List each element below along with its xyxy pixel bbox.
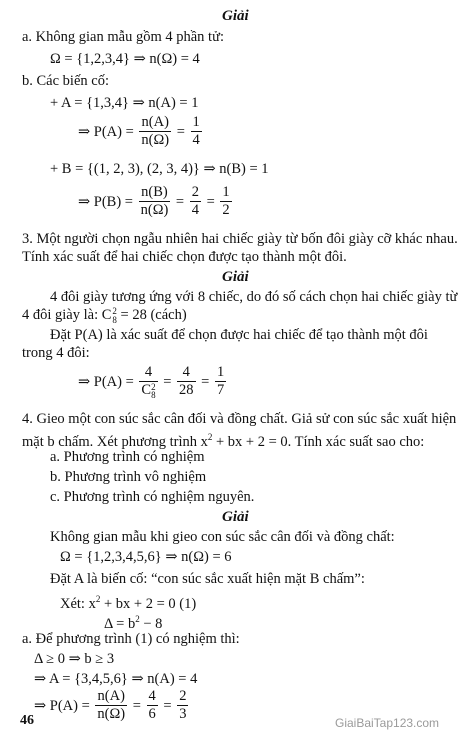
page-number: 46 — [20, 713, 34, 728]
equation-line: Xét: $x^2$ + bx + 2 = 0 (1) — [60, 594, 197, 612]
fraction: $\frac{2}{4}$ — [191, 184, 199, 218]
fraction: $\frac{1}{7}$ — [216, 364, 225, 398]
fraction: $\frac{n(A)}{n(\Omega)}$ — [141, 114, 170, 148]
solution-4-part-a: a. Để phương trình (1) có nghiệm thì: — [22, 631, 240, 647]
fraction: $\frac{n(A)}{n(\Omega)}$ — [97, 688, 126, 722]
prob-prefix: ⇒ P(A) = — [34, 697, 90, 714]
heading-solution-1: Giải — [222, 8, 249, 24]
solution-3-line-4: trong 4 đôi: — [22, 345, 90, 361]
fraction: $\frac{4}{6}$ — [148, 688, 156, 722]
watermark: GiaiBaiTap123.com — [335, 716, 440, 730]
event-a-formula: + A = {1,3,4} ⇒ n(A) = 1 — [50, 95, 199, 111]
problem-4-item-a: a. Phương trình có nghiệm — [50, 449, 205, 465]
sample-space-2-formula: Ω = {1,2,3,4,5,6} ⇒ n(Ω) = 6 — [60, 549, 232, 565]
solution-3-line-3: Đặt P(A) là xác suất để chọn được hai chiếc để tạo thành một đôi — [50, 327, 428, 343]
heading-solution-2: Giải — [222, 269, 249, 285]
condition-line: Δ ≥ 0 ⇒ b ≥ 3 — [34, 651, 115, 667]
problem-4-line-1: 4. Gieo một con súc sắc cân đối và đồng chất. Giả sử con súc sắc xuất hiện — [22, 411, 457, 427]
set-a-line: ⇒ A = {3,4,5,6} ⇒ n(A) = 4 — [34, 671, 198, 687]
problem-4-item-b: b. Phương trình vô nghiệm — [50, 469, 207, 485]
prob-prefix: ⇒ P(A) = — [78, 123, 134, 140]
fraction: 4 C 2 8 — [141, 364, 156, 400]
probability-b-formula: ⇒ P(B) = $\frac{n(B)}{n(\Omega)}$ = $\frac{2}{4}$ = $\frac{1}{2}$ — [78, 184, 230, 218]
solution-4-line-1: Không gian mẫu khi gieo con súc sắc cân đối và đồng chất: — [50, 529, 395, 545]
solution-4-line-2: Đặt A là biến cố: “con súc sắc xuất hiện mặt B chấm”: — [50, 571, 365, 587]
problem-3-line-2: Tính xác suất để hai chiếc chọn được tạo thành một đôi. — [22, 249, 347, 265]
fraction: $\frac{4}{28}$ — [179, 364, 194, 398]
sample-space-formula: Ω = {1,2,3,4} ⇒ n(Ω) = 4 — [50, 51, 200, 67]
probability-a4-formula: ⇒ P(A) = $\frac{n(A)}{n(\Omega)}$ = $\frac{4}{6}$ = $\frac{2}{3}$ — [34, 688, 187, 722]
solution-3-line-1: 4 đôi giày tương ứng với 8 chiếc, do đó số cách chọn hai chiếc giày từ — [50, 289, 458, 305]
discriminant-line: $\Delta = b^2 - 8$ — [104, 614, 163, 632]
fraction: $\frac{n(B)}{n(\Omega)}$ — [140, 184, 169, 218]
probability-a3-formula: ⇒ P(A) = 4 C 2 8 = $\frac{4}{28}$ = $\frac{1}{7}$ — [78, 364, 225, 400]
part-b-text: b. Các biến cố: — [22, 73, 109, 89]
probability-a-formula: ⇒ P(A) = $\frac{n(A)}{n(\Omega)}$ = $\frac{1}{4}$ — [78, 114, 200, 148]
event-b-formula: + B = {(1, 2, 3), (2, 3, 4)} ⇒ n(B) = 1 — [50, 161, 269, 177]
problem-3-line-1: 3. Một người chọn ngẫu nhiên hai chiếc giày từ bốn đôi giày cỡ khác nhau. — [22, 231, 458, 247]
prob-prefix: ⇒ P(B) = — [78, 193, 133, 210]
heading-solution-3: Giải — [222, 509, 249, 525]
problem-4-line-2: mặt b chấm. Xét phương trình $x^2$ + bx + 2 = 0. Tính xác suất sao cho: — [22, 432, 425, 450]
prob-prefix: ⇒ P(A) = — [78, 373, 134, 390]
problem-4-item-c: c. Phương trình có nghiệm nguyên. — [50, 489, 255, 505]
fraction: $\frac{1}{2}$ — [222, 184, 230, 218]
part-a-text: a. Không gian mẫu gồm 4 phần tử: — [22, 29, 224, 45]
fraction: $\frac{2}{3}$ — [179, 688, 187, 722]
fraction: $\frac{1}{4}$ — [192, 114, 200, 148]
solution-3-line-2: 4 đôi giày là: C 2 8 = 28 (cách) — [22, 305, 187, 325]
